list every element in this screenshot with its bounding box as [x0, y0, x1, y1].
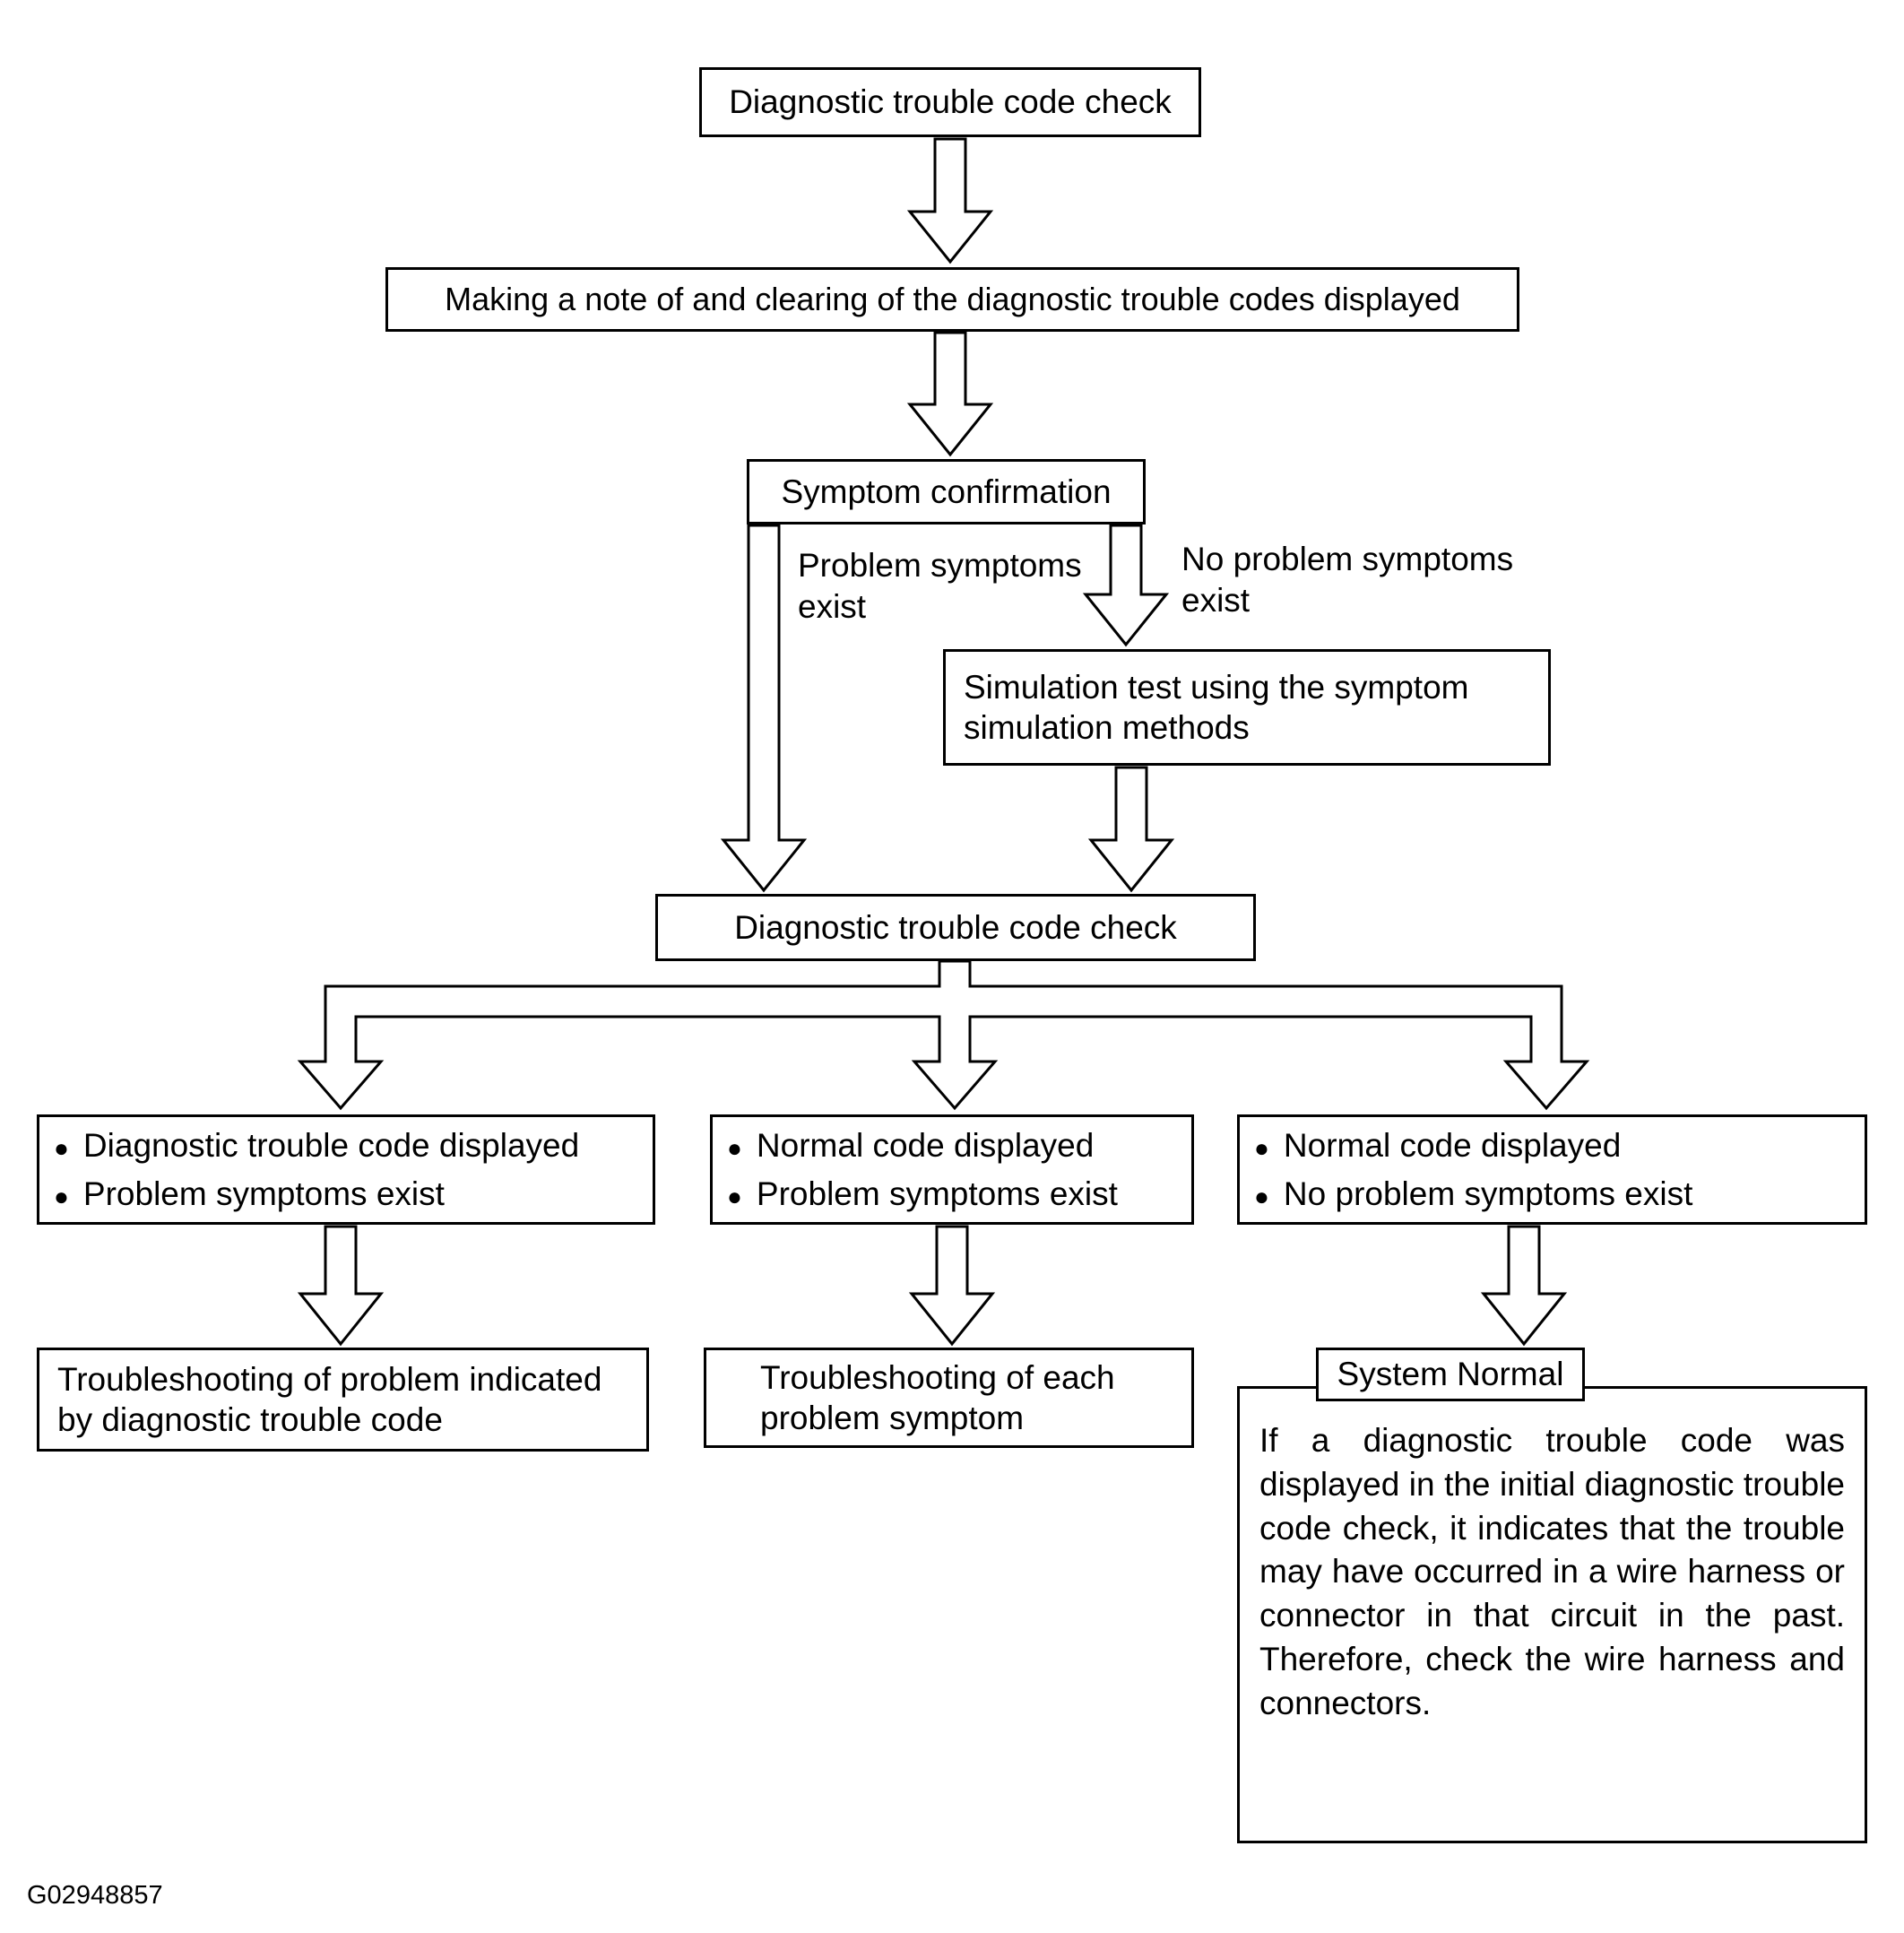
node-system-normal: System Normal — [1316, 1348, 1585, 1401]
node-troubleshoot-dtc: Troubleshooting of problem indicated by diagnostic trouble code — [37, 1348, 649, 1452]
node-symptom-confirmation: Symptom confirmation — [747, 459, 1146, 524]
branch-middle-line-2: Problem symptoms exist — [756, 1175, 1118, 1212]
node-system-normal-note: If a diagnostic trouble code was displayed in the initial diagnostic trouble code check, it indicates that the trouble may have occurred in a wire harness or connector in that circuit in the past. Therefore, check the wire harness and connectors. — [1237, 1386, 1867, 1843]
bullet-icon: ● — [1254, 1182, 1269, 1210]
node-branch-dtc-displayed — [37, 1114, 655, 1225]
arrow-initial-check-to-note — [910, 139, 991, 262]
edge-label-problem-symptoms-exist: Problem symptoms exist — [798, 547, 1082, 626]
node-branch-normal-code-no-problem — [1237, 1114, 1867, 1225]
list-item — [1254, 1125, 1621, 1166]
three-way-branch-connector — [300, 961, 1587, 1108]
list-item — [54, 1174, 445, 1214]
list-item — [727, 1125, 1094, 1166]
figure-code: G02948857 — [27, 1881, 163, 1910]
arrow-right-branch-to-system-normal — [1484, 1227, 1564, 1344]
branch-left-line-1: Diagnostic trouble code displayed — [82, 1127, 580, 1165]
node-dtc-check-initial: Diagnostic trouble code check — [699, 67, 1201, 137]
node-branch-normal-code-problem — [710, 1114, 1194, 1225]
bullet-icon: ● — [54, 1182, 69, 1210]
bullet-icon: ● — [727, 1134, 742, 1163]
bullet-icon: ● — [54, 1134, 69, 1163]
arrow-middle-branch-to-troubleshoot — [912, 1227, 992, 1344]
bullet-icon: ● — [1254, 1134, 1269, 1163]
arrow-problem-symptoms-branch — [723, 525, 804, 890]
arrow-simulation-to-second-check — [1091, 767, 1172, 890]
branch-right-line-2: No problem symptoms exist — [1283, 1175, 1693, 1212]
bullet-icon: ● — [727, 1182, 742, 1210]
node-troubleshoot-symptom: Troubleshooting of each problem symptom — [704, 1348, 1194, 1448]
list-item — [54, 1125, 579, 1166]
list-item — [1254, 1174, 1692, 1214]
arrow-note-to-symptom-confirmation — [910, 333, 991, 455]
branch-middle-line-1: Normal code displayed — [756, 1127, 1095, 1165]
branch-right-line-1: Normal code displayed — [1283, 1127, 1622, 1165]
arrow-left-branch-to-troubleshoot — [300, 1227, 381, 1344]
list-item — [727, 1174, 1118, 1214]
node-note-and-clear: Making a note of and clearing of the diagnostic trouble codes displayed — [385, 267, 1519, 332]
edge-label-no-problem-symptoms-exist: No problem symptoms exist — [1181, 541, 1514, 620]
branch-left-line-2: Problem symptoms exist — [82, 1175, 445, 1212]
node-simulation-test: Simulation test using the symptom simulation methods — [943, 649, 1551, 766]
node-dtc-check-second: Diagnostic trouble code check — [655, 894, 1256, 961]
